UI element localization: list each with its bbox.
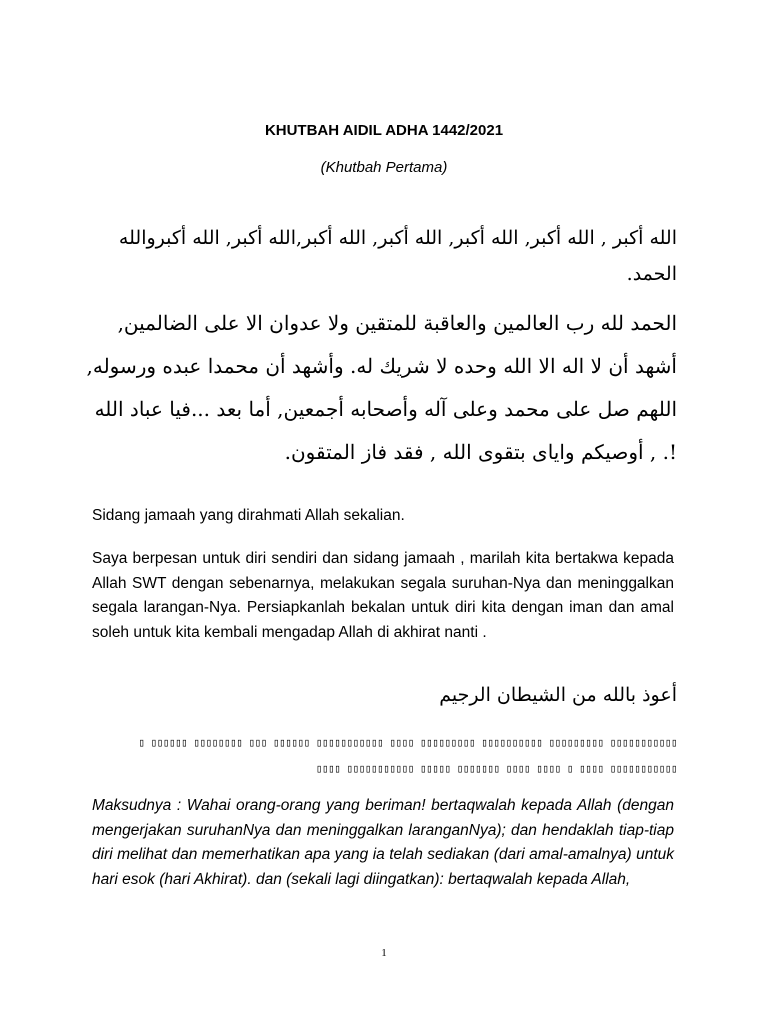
arabic-takbir-line: الحمد. (626, 263, 677, 285)
arabic-opening-line: !. , أوصيكم واياى بتقوى الله , فقد فاز المتقون. (284, 440, 677, 464)
arabic-takbir (92, 220, 677, 292)
quran-verse-glyphs: ▯▯▯▯▯▯▯▯▯▯▯ ▯▯▯▯▯▯▯▯▯ ▯▯▯▯▯▯▯▯▯▯ ▯▯▯▯▯▯▯▯▯ ▯▯▯▯ ▯▯▯▯▯▯▯▯▯▯▯ ▯▯▯▯▯▯ ▯▯▯ ▯▯▯▯▯▯▯▯ ▯▯▯▯▯▯ ▯ (138, 736, 677, 749)
greeting-paragraph: Sidang jamaah yang dirahmati Allah sekalian. (92, 507, 405, 524)
arabic-takbir-line: الله أكبر , الله أكبر, الله أكبر, الله أكبر, الله أكبر,الله أكبر, الله أكبروالله (118, 227, 677, 249)
taawudz-line: أعوذ بالله من الشيطان الرجيم (439, 684, 677, 706)
arabic-opening-line: أشهد أن لا اله الا الله وحده لا شريك له. وأشهد أن محمدا عبده ورسوله, (86, 354, 677, 378)
arabic-opening (86, 302, 677, 474)
pesan-paragraph: Saya berpesan untuk diri sendiri dan sidang jamaah , marilah kita bertakwa kepada Allah SWT dengan sebenarnya, melakukan segala suruhan-Nya dan meninggalkan segala larangan-Nya. Persiapkanlah bekalan untuk diri kita dengan iman dan amal soleh untuk kita kembali mengadap Allah di akhirat nanti . (92, 550, 674, 641)
khutbah-title: KHUTBAH AIDIL ADHA 1442/2021 (264, 122, 504, 139)
quran-verse-glyphs: ▯▯▯▯▯▯▯▯▯▯▯ ▯▯▯▯ ▯ ▯▯▯▯ ▯▯▯▯ ▯▯▯▯▯▯▯ ▯▯▯▯▯ ▯▯▯▯▯▯▯▯▯▯▯ ▯▯▯▯ (315, 762, 677, 775)
arabic-opening-line: الحمد لله رب العالمين والعاقبة للمتقين ولا عدوان الا على الضالمين, (117, 311, 677, 335)
maksud-paragraph: Maksudnya : Wahai orang-orang yang beriman! bertaqwalah kepada Allah (dengan mengerjakan suruhanNya dan meninggalkan laranganNya); dan hendaklah tiap-tiap diri melihat dan memerhatikan apa yang ia telah sediakan (dari amal-amalnya) untuk hari esok (hari Akhirat). dan (sekali lagi diingatkan): bertaqwalah kepada Allah, (92, 797, 674, 888)
khutbah-subtitle: (Khutbah Pertama) (320, 159, 448, 176)
arabic-opening-line: اللهم صل على محمد وعلى آله وأصحابه أجمعين, أما بعد ...فيا عباد الله (94, 397, 677, 421)
page-number: 1 (381, 947, 387, 959)
